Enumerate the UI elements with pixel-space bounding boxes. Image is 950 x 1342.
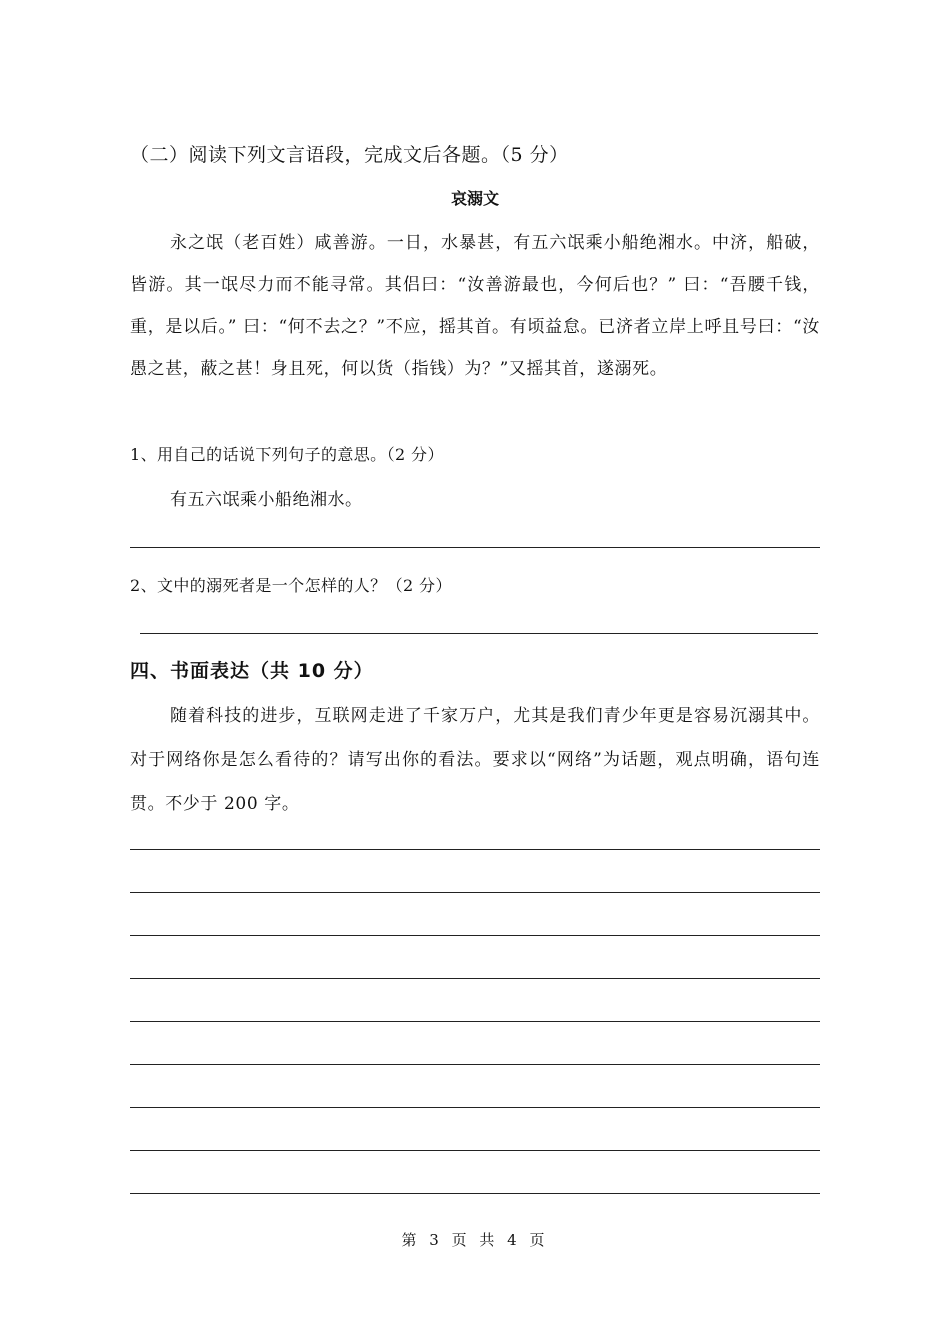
writing-line[interactable] <box>130 1021 820 1022</box>
writing-line[interactable] <box>130 892 820 893</box>
writing-line[interactable] <box>130 1064 820 1065</box>
writing-line[interactable] <box>130 849 820 850</box>
writing-line[interactable] <box>130 935 820 936</box>
writing-line[interactable] <box>130 1150 820 1151</box>
section-heading: （二）阅读下列文言语段，完成文后各题。（5 分） <box>130 144 569 166</box>
writing-area[interactable] <box>130 849 820 1236</box>
answer-line-question-1[interactable] <box>130 547 820 548</box>
question-1: 1、用自己的话说下列句子的意思。（2 分） <box>130 445 444 464</box>
writing-line[interactable] <box>130 1193 820 1194</box>
classical-passage: 永之氓（老百姓）咸善游。一日，水暴甚，有五六氓乘小船绝湘水。中济，船破，皆游。其一氓尽力而不能寻常。其侣曰：“汝善游最也，今何后也？” 曰：“吾腰千钱，重，是以后。” 曰：“何不去之？”不应，摇其首。有顷益怠。已济者立岸上呼且号曰：“汝愚之甚，蔽之甚！身且死，何以货（指钱）为？”又摇其首，遂溺死。 <box>130 233 820 379</box>
page-footer: 第 3 页 共 4 页 <box>401 1231 549 1249</box>
question-2: 2、文中的溺死者是一个怎样的人？（2 分） <box>130 576 452 595</box>
passage-title: 哀溺文 <box>450 189 499 208</box>
writing-line[interactable] <box>130 1107 820 1108</box>
writing-line[interactable] <box>130 978 820 979</box>
part-four-heading: 四、书面表达（共 10 分） <box>130 660 374 682</box>
writing-prompt: 随着科技的进步，互联网走进了千家万户，尤其是我们青少年更是容易沉溺其中。对于网络你是怎么看待的？请写出你的看法。要求以“网络”为话题，观点明确，语句连贯。不少于 200 字。 <box>130 706 820 814</box>
answer-line-question-2[interactable] <box>140 633 818 634</box>
question-1-sentence: 有五六氓乘小船绝湘水。 <box>170 490 363 510</box>
